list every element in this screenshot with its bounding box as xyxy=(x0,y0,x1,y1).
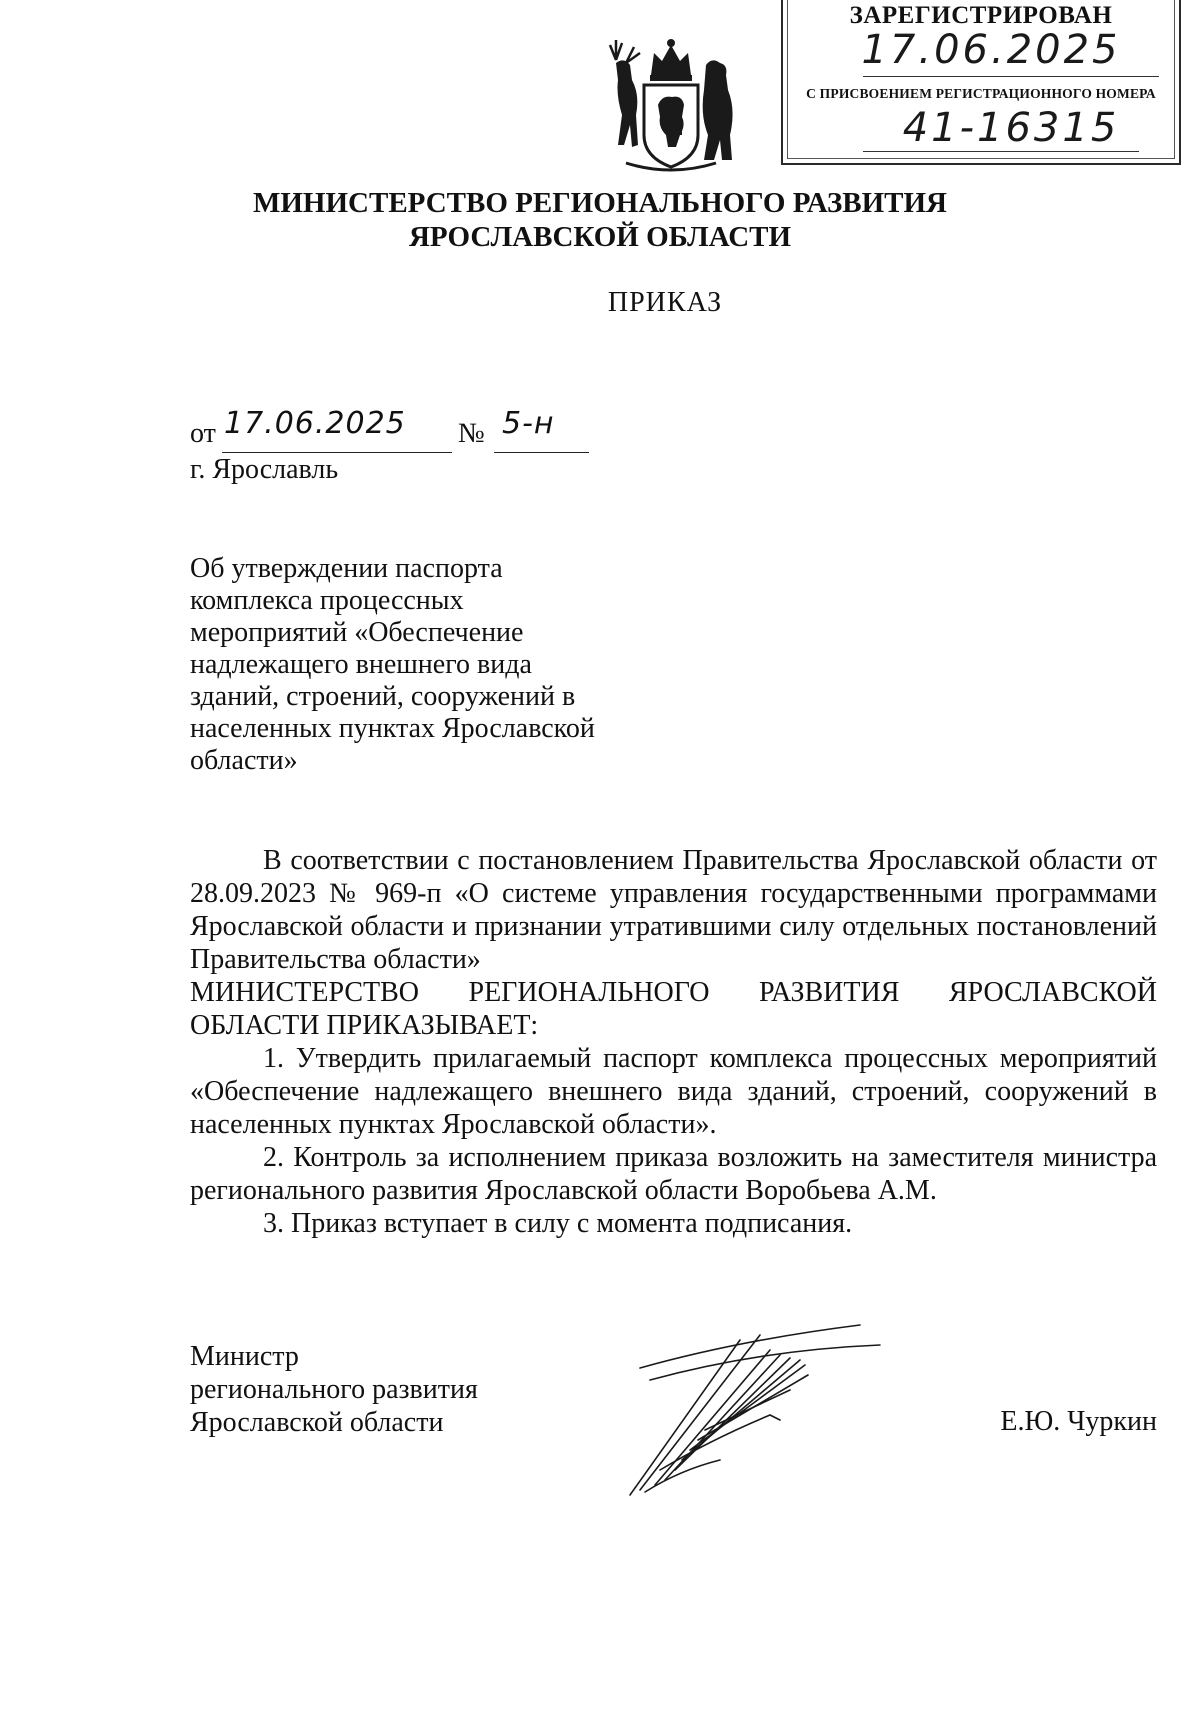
stamp-title: ЗАРЕГИСТРИРОВАН xyxy=(849,2,1113,29)
preamble-paragraph: В соответствии с постановлением Правительства Ярославской области от 28.09.2023 № 969-п «О системе управления государственными программами Ярославской области и признании утратившими силу отдельных постановлений Правительства области» xyxy=(190,845,1157,975)
number-prefix: № xyxy=(458,418,485,449)
order-item: 2. Контроль за исполнением приказа возложить на заместителя министра регионального развития Ярославской области Воробьева А.М. xyxy=(190,1142,1157,1206)
position-line: Ярославской области xyxy=(190,1407,444,1438)
order-body xyxy=(190,844,1157,1240)
date-prefix: от xyxy=(190,418,216,449)
handwritten-order-date: 17.06.2025 xyxy=(224,406,406,441)
order-item: 3. Приказ вступает в силу с момента подписания. xyxy=(263,1208,853,1239)
stamp-subtitle: С ПРИСВОЕНИЕМ РЕГИСТРАЦИОННОГО НОМЕРА xyxy=(806,86,1156,101)
order-item: 1. Утвердить прилагаемый паспорт комплекса процессных мероприятий «Обеспечение надлежащего внешнего вида зданий, строений, сооружений в населенных пунктах Ярославской области». xyxy=(190,1043,1157,1140)
signatory-position xyxy=(190,1340,550,1439)
stamp-date: 17.06.2025 xyxy=(861,27,1121,73)
stamp-divider xyxy=(863,76,1159,77)
order-clause: МИНИСТЕРСТВО РЕГИОНАЛЬНОГО РАЗВИТИЯ ЯРОСЛАВСКОЙ ОБЛАСТИ ПРИКАЗЫВАЕТ: xyxy=(190,977,1157,1041)
handwritten-signature xyxy=(620,1320,890,1500)
date-underline xyxy=(222,452,452,453)
document-type: ПРИКАЗ xyxy=(607,287,723,318)
coat-of-arms-icon xyxy=(596,35,746,180)
stamp-divider xyxy=(863,151,1139,152)
handwritten-order-number: 5-н xyxy=(502,406,555,441)
ministry-name-line: ЯРОСЛАВСКОЙ ОБЛАСТИ xyxy=(408,221,792,253)
number-underline xyxy=(494,452,589,453)
stamp-registration-number: 41-16315 xyxy=(902,105,1120,151)
signatory-name: Е.Ю. Чуркин xyxy=(1000,1406,1157,1437)
ministry-name xyxy=(200,186,1000,254)
registration-stamp xyxy=(781,0,1181,165)
ministry-name-line: МИНИСТЕРСТВО РЕГИОНАЛЬНОГО РАЗВИТИЯ xyxy=(252,187,947,219)
order-city: г. Ярославль xyxy=(190,454,339,485)
position-line: регионального развития xyxy=(190,1374,478,1405)
position-line: Министр xyxy=(190,1341,299,1372)
order-date-number xyxy=(190,406,650,458)
order-subject: Об утверждении паспорта комплекса процессных мероприятий «Обеспечение надлежащего внешнего вида зданий, строений, сооружений в населенных пунктах Ярославской области» xyxy=(190,553,595,776)
